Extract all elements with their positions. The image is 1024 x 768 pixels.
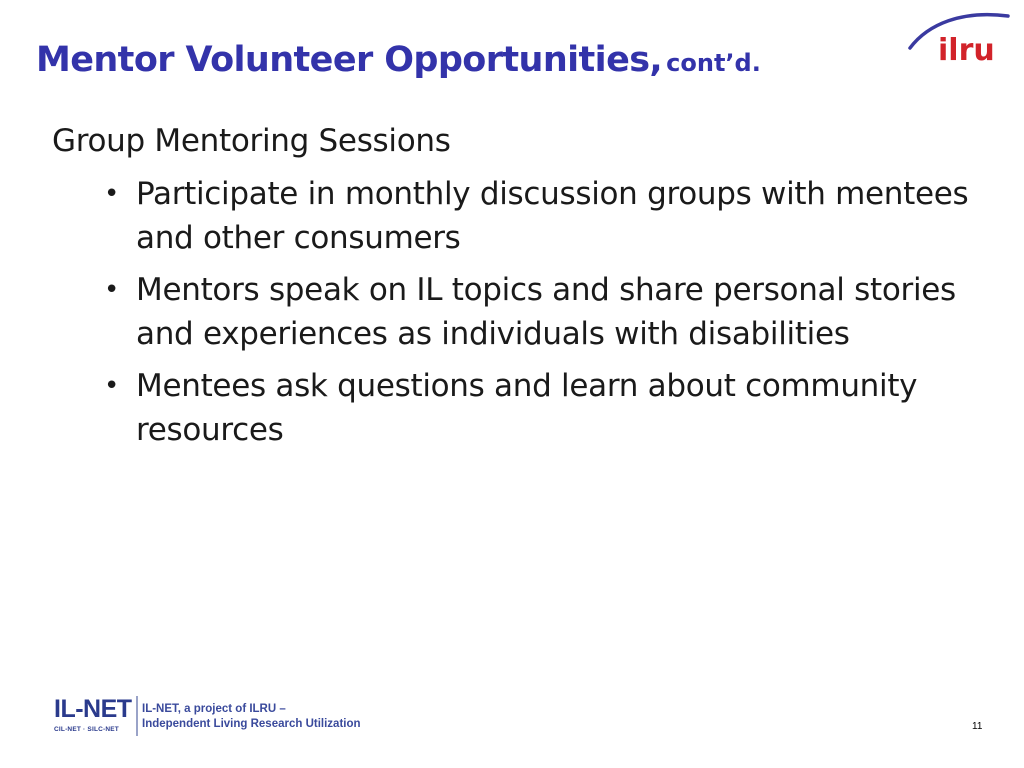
ilru-logo [904, 6, 1016, 70]
slide-title [36, 40, 761, 80]
bullet-item [52, 172, 992, 260]
bullet-item [52, 268, 992, 356]
bullet-icon: • [104, 179, 120, 209]
il-net-logo-text: IL-NET [54, 695, 132, 723]
bullet-icon: • [104, 371, 120, 401]
bullet-text: Mentors speak on IL topics and share personal stories and experiences as individuals with disabilities [136, 272, 956, 352]
bullet-item [52, 364, 992, 452]
ilru-logo-text: ilru [938, 33, 995, 68]
footer-line-1: IL-NET, a project of ILRU – [142, 703, 286, 715]
section-heading: Group Mentoring Sessions [52, 123, 451, 159]
footer-divider [136, 696, 138, 736]
page-number: 11 [972, 721, 983, 732]
il-net-logo-subtext: CIL-NET · SILC-NET [54, 726, 119, 733]
slide-body [52, 118, 992, 452]
footer-caption [142, 702, 361, 732]
slide-title-sub: cont’d. [666, 49, 761, 77]
bullet-text: Participate in monthly discussion groups with mentees and other consumers [136, 176, 969, 256]
slide-title-main: Mentor Volunteer Opportunities, [36, 40, 663, 80]
footer-line-2: Independent Living Research Utilization [142, 718, 361, 730]
bullet-text: Mentees ask questions and learn about community resources [136, 368, 918, 448]
il-net-logo [54, 696, 132, 733]
bullet-list [52, 172, 992, 452]
bullet-icon: • [104, 275, 120, 305]
